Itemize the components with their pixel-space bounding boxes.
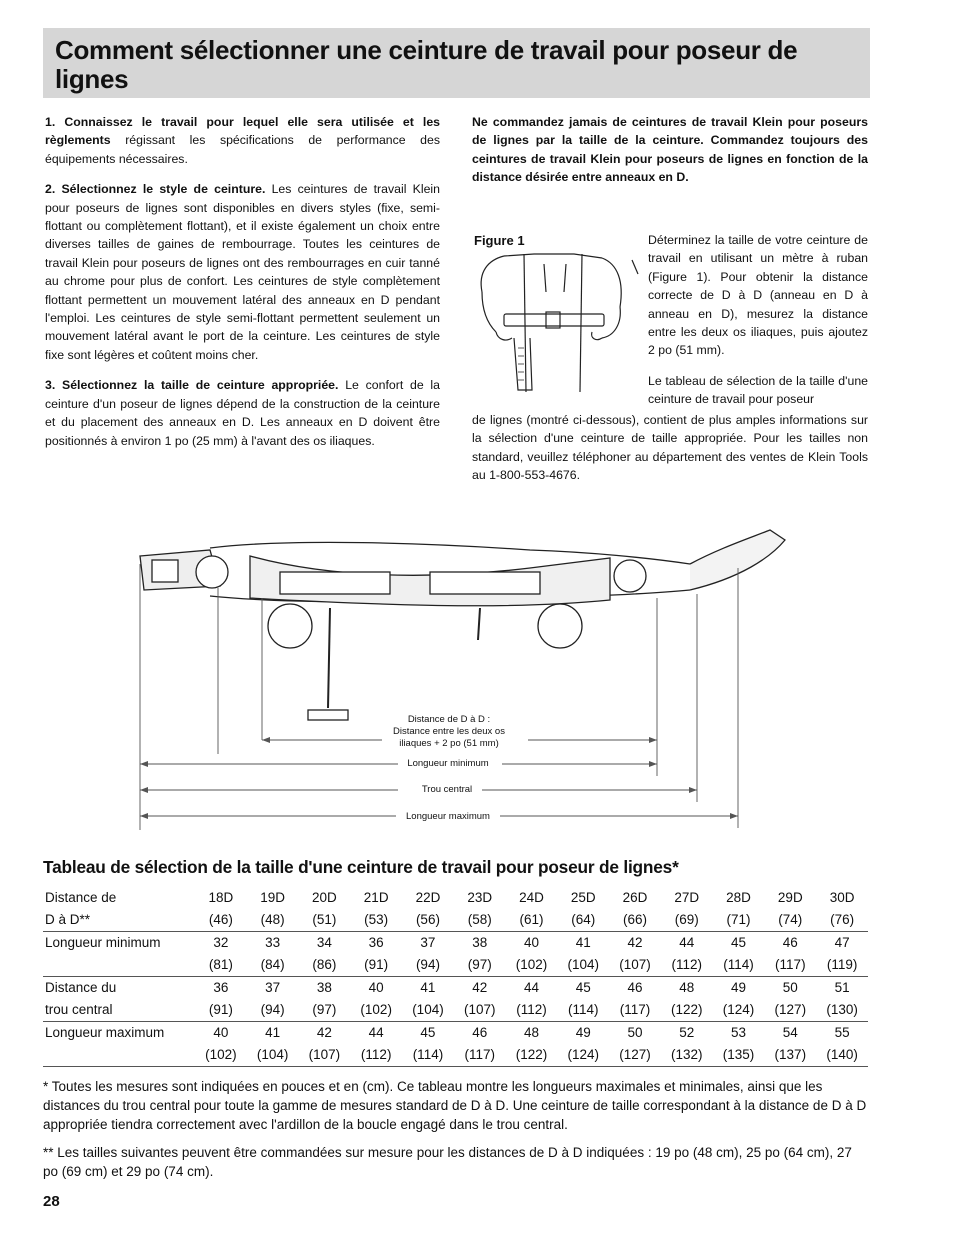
table-row [43,887,868,909]
page-number: 28 [43,1193,60,1210]
figure-text-2-start: Le tableau de sélection de la taille d'une ceinture de travail pour poseur [648,373,868,407]
step-3-text: Le confort de la ceinture d'un poseur de lignes dépend de la construction de la ceinture et du placement des anneaux en D. Les anneaux en D doivent être positionnés à environ 1 po (25 mm) à l'avant des os iliaques. [45,378,441,448]
table-cell: 46 [609,977,661,1000]
table-cell: (56) [415,912,440,927]
table-cell: 18D [208,890,234,905]
table-cell: 46 [454,1022,506,1045]
table-cell: 32 [195,932,247,955]
table-cell: (112) [671,957,703,972]
table-cell: (91) [208,1002,233,1017]
table-cell: (69) [674,912,699,927]
table-cell: 42 [454,977,506,1000]
table-cell: 48 [506,1022,558,1045]
table-cell: 49 [557,1022,609,1045]
table-cell: 54 [764,1022,816,1045]
table-cell: (124) [722,1002,755,1017]
table-cell: 42 [299,1022,351,1045]
table-row [43,1044,868,1067]
table-cell: 47 [816,932,868,955]
figure-paragraphs [648,231,868,409]
table-cell: 41 [557,932,609,955]
table-cell: (127) [609,1044,661,1067]
table-cell: 51 [816,977,868,1000]
table-cell: 45 [713,932,765,955]
table-cell: 45 [402,1022,454,1045]
table-cell: 48 [661,977,713,1000]
table-cell: (94) [415,957,440,972]
size-selection-table [43,887,868,1067]
table-cell: (76) [830,912,855,927]
row-label: Longueur minimum [43,932,195,955]
table-cell: 44 [661,932,713,955]
table-cell: 41 [402,977,454,1000]
table-cell: (135) [713,1044,765,1067]
table-cell: (97) [467,957,492,972]
table-cell: 36 [350,932,402,955]
table-cell: 30D [829,890,855,905]
table-cell: 40 [195,1022,247,1045]
table-cell: 44 [506,977,558,1000]
table-row [43,977,868,1000]
table-cell: (107) [299,1044,351,1067]
table-cell: (91) [364,957,389,972]
footnote-2: ** Les tailles suivantes peuvent être commandées sur mesure pour les distances de D à D indiquées : 19 po (48 cm), 25 po (64 cm), 27 po (69 cm) et 29 po (74 cm). [43,1145,852,1179]
warning-text: Ne commandez jamais de ceintures de travail Klein pour poseurs de lignes par la taille de la ceinture. Commandez toujours des ceintures de travail Klein pour poseurs de lignes en fonction de la distance désirée entre anneaux en D. [472,115,868,185]
left-column [45,113,440,462]
table-cell: 22D [415,890,441,905]
table-cell: 45 [557,977,609,1000]
table-cell: 42 [609,932,661,955]
table-cell: 37 [247,977,299,1000]
figure-label: Figure 1 [474,233,525,248]
step-1-text: régissant les spécifications de performance des équipements nécessaires. [45,133,440,166]
footnote-1: * Toutes les mesures sont indiquées en pouces et en (cm). Ce tableau montre les longueurs maximales et minimales, ainsi que les distances du trou central pour toute la gamme de mesures standard de D à D. Une ceinture de taille correspondant à la distance de D à D appropriée tiendra correctement avec l'ardillon de la boucle engagé dans le trou central. [43,1079,867,1132]
table-cell: 38 [454,932,506,955]
table-cell: (114) [723,957,754,972]
table-cell: 40 [350,977,402,1000]
table-cell: 34 [299,932,351,955]
table-cell: (53) [364,912,389,927]
table-cell: (61) [519,912,544,927]
table-cell: 29D [777,890,803,905]
table-cell: (122) [671,1002,703,1017]
table-cell: (104) [567,957,599,972]
title-banner [43,28,870,98]
row-label [43,1044,195,1067]
table-cell: (107) [619,957,651,972]
table-cell: (114) [567,1002,599,1017]
table-cell: (84) [260,957,285,972]
table-cell: (117) [619,1002,651,1017]
table-cell: 25D [570,890,596,905]
table-cell: (66) [623,912,648,927]
table-cell: (86) [312,957,337,972]
table-cell: (137) [764,1044,816,1067]
table-cell: (119) [826,957,858,972]
table-cell: 49 [713,977,765,1000]
table-cell: 21D [363,890,389,905]
table-cell: 28D [726,890,751,905]
table-cell: (117) [454,1044,506,1067]
page-title: Comment sélectionner une ceinture de travail pour poseur de lignes [55,35,798,94]
table-cell: (81) [208,957,233,972]
table-cell: (46) [208,912,233,927]
table-cell: 19D [260,890,286,905]
center-hole-label: Trou central [412,784,482,796]
table-cell: (97) [312,1002,337,1017]
table-cell: 55 [816,1022,868,1045]
table-cell: (102) [360,1002,392,1017]
table-cell: (140) [816,1044,868,1067]
table-cell: 50 [764,977,816,1000]
step-3 [45,376,440,450]
table-cell: (48) [260,912,285,927]
figure-1-illustration [474,252,644,394]
step-2-text: Les ceintures de travail Klein pour poseurs de lignes sont disponibles en divers styles (fixe, semi-flottant ou complètement flottant), et il existe également un choix entre diverses tailles de gaines de rembourrage. Toutes les ceintures de travail Klein pour poseurs de lignes ont des rembourrages en cuir tanné au chrome pour plus de confort. Les ceintures de style complètement flottant permettent un mouvement latéral des anneaux en D pendant l'emploi. Les ceintures de style semi-flottant permettent seulement un mouvement latéral avant le port de la ceinture. Les ceintures de style fixe sont légères et coûtent moins cher. [45,182,440,362]
table-cell: 52 [661,1022,713,1045]
row-label [43,954,195,977]
row-label: Distance de [45,890,117,905]
d-to-d-line-3: iliaques + 2 po (51 mm) [399,738,499,749]
table-cell: 40 [506,932,558,955]
table-cell: 38 [299,977,351,1000]
step-1-heading: 1. Connaissez le travail pour lequel elle sera utilisée et les règlements [45,115,440,148]
table-cell: (122) [506,1044,558,1067]
table-cell: (104) [412,1002,444,1017]
table-cell: 20D [312,890,337,905]
table-cell: (64) [571,912,596,927]
table-cell: (112) [516,1002,547,1017]
table-cell: (127) [774,1002,807,1017]
d-to-d-line-2: Distance entre les deux os [393,726,505,737]
min-length-label: Longueur minimum [398,758,498,770]
table-cell: (74) [778,912,803,927]
step-2-heading: 2. Sélectionnez le style de ceinture. [45,182,266,197]
table-cell: (124) [557,1044,609,1067]
d-to-d-line-1: Distance de D à D : [407,714,491,725]
table-cell: (51) [312,912,337,927]
row-label: trou central [45,1002,113,1017]
table-row [43,932,868,955]
table-cell: (102) [515,957,548,972]
table-cell: 26D [622,890,648,905]
table-cell: 36 [195,977,247,1000]
table-cell: 46 [764,932,816,955]
table-row [43,999,868,1022]
table-cell: (130) [826,1002,858,1017]
warning-paragraph [472,113,868,187]
step-1 [45,113,440,168]
table-cell: (114) [402,1044,454,1067]
table-cell: 37 [402,932,454,955]
table-cell: 27D [674,890,700,905]
table-cell: (117) [775,957,806,972]
table-cell: (71) [726,912,751,927]
table-title: Tableau de sélection de la taille d'une ceinture de travail pour poseur de lignes* [43,857,679,877]
table-row [43,954,868,977]
row-label: D à D** [45,912,91,927]
table-cell: 33 [247,932,299,955]
table-cell: (132) [661,1044,713,1067]
figure-text-2-continued: de lignes (montré ci-dessous), contient de plus amples informations sur la sélection d'une ceinture de taille appropriée. Pour les tailles non standard, veuillez téléphoner au département des ventes de Klein Tools au 1-800-553-4676. [472,413,868,483]
table-cell: (107) [463,1002,496,1017]
table-cell: 23D [467,890,493,905]
table-cell: 53 [713,1022,765,1045]
table-cell: 50 [609,1022,661,1045]
figure-text-1: Déterminez la taille de votre ceinture de travail en utilisant un mètre à ruban (Figure 1). Pour obtenir la distance correcte de D à D (anneau en D à anneau en D), mesurez la distance entre les deux os iliaques, puis ajoutez 2 po (51 mm). [648,233,868,358]
step-2 [45,180,440,364]
table-cell: 44 [350,1022,402,1045]
table-row [43,909,868,932]
table-cell: (58) [467,912,492,927]
row-label: Distance du [43,977,195,1000]
table-cell: 41 [247,1022,299,1045]
table-row [43,1022,868,1045]
table-cell: 24D [519,890,544,905]
table-cell: (94) [260,1002,285,1017]
table-cell: (104) [247,1044,299,1067]
d-to-d-label [382,714,516,750]
table-cell: (112) [350,1044,402,1067]
table-cell: (102) [195,1044,247,1067]
max-length-label: Longueur maximum [396,811,500,823]
step-3-heading: 3. Sélectionnez la taille de ceinture appropriée. [45,378,339,393]
row-label: Longueur maximum [43,1022,195,1045]
